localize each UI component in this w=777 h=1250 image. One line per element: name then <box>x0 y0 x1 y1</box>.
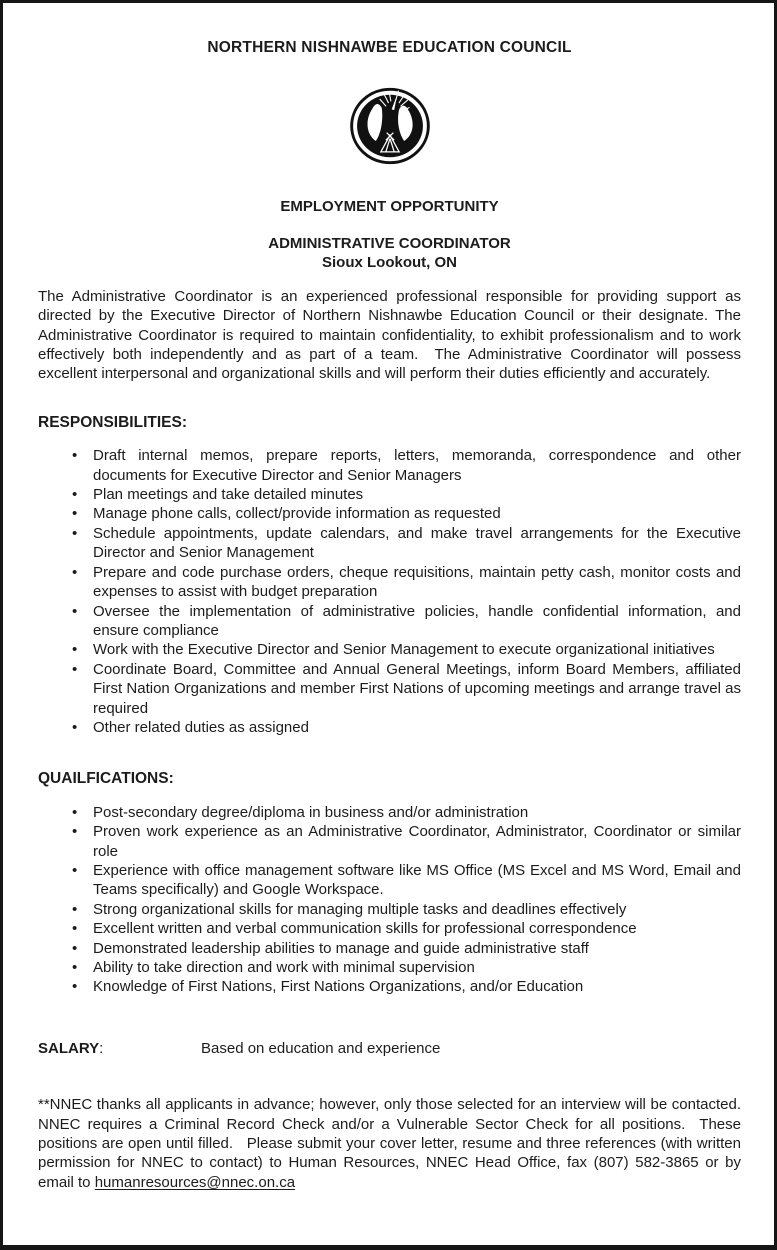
salary-row <box>38 1039 741 1058</box>
position-location: Sioux Lookout, ON <box>322 254 457 272</box>
org-title: NORTHERN NISHNAWBE EDUCATION COUNCIL <box>207 39 572 56</box>
list-item: • Work with the Executive Director and Senior Management to execute organizational initiatives <box>38 640 741 659</box>
salary-value: Based on education and experience <box>201 1039 441 1057</box>
salary-colon: : <box>99 1039 104 1057</box>
list-item: • Strong organizational skills for managing multiple tasks and deadlines effectively <box>38 900 741 919</box>
list-item: • Oversee the implementation of administrative policies, handle confidential information, and ensure compliance <box>38 602 741 641</box>
list-item: • Coordinate Board, Committee and Annual General Meetings, inform Board Members, affiliated First Nation Organizations and member First Nations of upcoming meetings and arrange travel as required <box>38 660 741 718</box>
list-item: • Schedule appointments, update calendars, and make travel arrangements for the Executive Director and Senior Management <box>38 524 741 563</box>
list-item: • Manage phone calls, collect/provide information as requested <box>38 504 741 523</box>
list-item: • Demonstrated leadership abilities to manage and guide administrative staff <box>38 939 741 958</box>
salary-label <box>38 1039 201 1058</box>
list-item: • Ability to take direction and work with minimal supervision <box>38 958 741 977</box>
responsibilities-heading: RESPONSIBILITIES: <box>38 413 187 431</box>
list-item: • Draft internal memos, prepare reports, letters, memoranda, correspondence and other documents for Executive Director and Senior Managers <box>38 446 741 485</box>
closing-text: **NNEC thanks all applicants in advance; however, only those selected for an interview will be contacted. NNEC requires a Criminal Record Check and/or a Vulnerable Sector Check for all positions. These positions are open until filled. Please submit your cover letter, resume and three references (with written permission for NNEC to contact) to Human Resources, NNEC Head Office, fax (807) 582-3865 or by email to <box>38 1096 746 1191</box>
salary-label-text: SALARY <box>38 1039 100 1057</box>
list-item: • Plan meetings and take detailed minutes <box>38 485 741 504</box>
closing-paragraph <box>38 1095 746 1192</box>
list-item: • Excellent written and verbal communication skills for professional correspondence <box>38 919 741 938</box>
position-title: ADMINISTRATIVE COORDINATOR <box>268 234 511 252</box>
email-link[interactable]: humanresources@nnec.on.ca <box>94 1173 296 1191</box>
list-item: • Other related duties as assigned <box>38 718 741 737</box>
qualifications-list <box>38 803 741 997</box>
thunderbird-logo-icon <box>348 86 432 166</box>
qualifications-heading: QUAILFICATIONS: <box>38 770 174 788</box>
responsibilities-list <box>38 446 741 737</box>
list-item: • Prepare and code purchase orders, cheque requisitions, maintain petty cash, monitor costs and expenses to assist with budget preparation <box>38 563 741 602</box>
list-item: • Knowledge of First Nations, First Nations Organizations, and/or Education <box>38 977 741 996</box>
employment-opportunity-heading: EMPLOYMENT OPPORTUNITY <box>280 198 499 216</box>
list-item: • Experience with office management software like MS Office (MS Excel and MS Word, Email and Teams specifically) and Google Workspace. <box>38 861 741 900</box>
list-item: • Post-secondary degree/diploma in business and/or administration <box>38 803 741 822</box>
list-item: • Proven work experience as an Administrative Coordinator, Administrator, Coordinator or similar role <box>38 822 741 861</box>
intro-paragraph: The Administrative Coordinator is an experienced professional responsible for providing support as directed by the Executive Director of Northern Nishnawbe Education Council or their designate. The Administrative Coordinator is required to maintain confidentiality, to exhibit professionalism and to work effectively both independently and as part of a team. The Administrative Coordinator will possess excellent interpersonal and organizational skills and will perform their duties efficiently and accurately. <box>38 287 746 383</box>
nnec-logo <box>348 86 432 166</box>
